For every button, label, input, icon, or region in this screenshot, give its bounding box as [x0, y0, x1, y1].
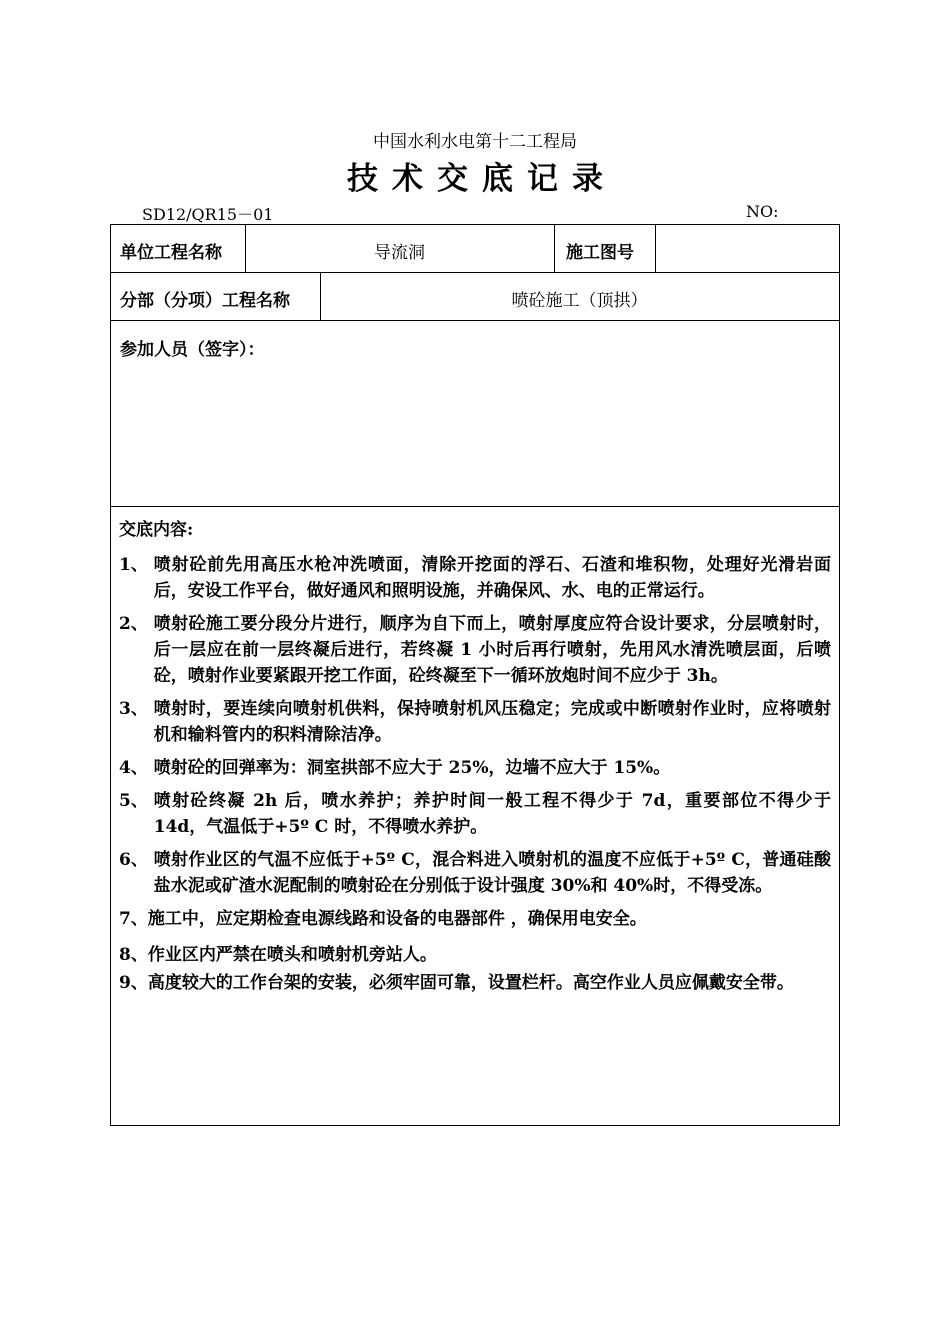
item-number: 2、 — [119, 614, 154, 634]
document-title: 技术交底记录 — [347, 161, 617, 197]
briefing-content — [119, 517, 831, 996]
list-item — [119, 552, 831, 604]
drawing-number-label: 施工图号 — [566, 243, 634, 263]
list-item — [119, 970, 831, 996]
item-text: 喷射砼终凝 2h 后，喷水养护；养护时间一般工程不得少于 7d，重要部位不得少于 14d，气温低于+5º C 时，不得喷水养护。 — [153, 791, 831, 837]
item-text: 喷射砼前先用高压水枪冲洗喷面，清除开挖面的浮石、石渣和堆积物，处理好光滑岩面后，安设工作平台，做好通风和照明设施，并确保风、水、电的正常运行。 — [153, 555, 831, 601]
unit-project-label: 单位工程名称 — [120, 243, 222, 263]
item-text: 喷射砼施工要分段分片进行，顺序为自下而上，喷射厚度应符合设计要求，分层喷射时，后一层应在前一层终凝后进行，若终凝 1 小时后再行喷射，先用风水清洗喷层面，后喷砼，喷射作业要紧跟开挖工作面，砼终凝至下一循环放炮时间不应少于 3h。 — [153, 614, 831, 686]
list-item — [119, 847, 831, 899]
item-number: 5、 — [119, 791, 154, 811]
row-divider — [111, 320, 839, 321]
row-divider — [111, 272, 839, 273]
item-number: 9、 — [119, 973, 148, 993]
list-item — [119, 788, 831, 840]
column-divider — [655, 225, 656, 272]
item-text: 施工中，应定期检查电源线路和设备的电器部件 ，确保用电安全。 — [147, 909, 647, 929]
item-number: 3、 — [119, 699, 154, 719]
list-item — [119, 755, 831, 781]
item-number: 4、 — [119, 758, 154, 778]
form-number-label: NO: — [746, 202, 779, 221]
item-text: 喷射作业区的气温不应低于+5º C，混合料进入喷射机的温度不应低于+5º C，普通硅酸盐水泥或矿渣水泥配制的喷射砼在分别低于设计强度 30%和 40%时，不得受冻。 — [153, 850, 831, 896]
item-number: 7、 — [119, 909, 148, 929]
content-heading: 交底内容: — [119, 520, 194, 540]
organization-name: 中国水利水电第十二工程局 — [373, 132, 577, 152]
list-item — [119, 611, 831, 689]
record-form — [110, 224, 840, 1126]
list-item — [119, 696, 831, 748]
sub-project-label: 分部（分项）工程名称 — [120, 291, 290, 311]
item-text: 高度较大的工作台架的安装，必须牢固可靠，设置栏杆。高空作业人员应佩戴安全带。 — [147, 973, 794, 993]
item-number: 1、 — [119, 555, 154, 575]
item-number: 6、 — [119, 850, 154, 870]
item-text: 喷射时，要连续向喷射机供料，保持喷射机风压稳定；完成或中断喷射作业时，应将喷射机和输料管内的积料清除洁净。 — [153, 699, 831, 745]
list-item — [119, 942, 831, 968]
column-divider — [554, 225, 555, 272]
row-divider — [111, 506, 839, 507]
list-item — [119, 906, 831, 932]
form-code: SD12/QR15－01 — [142, 205, 274, 224]
item-number: 8、 — [119, 945, 148, 965]
sub-project-value: 喷砼施工（顶拱） — [511, 291, 648, 311]
participants-label: 参加人员（签字）： — [120, 340, 265, 360]
item-text: 喷射砼的回弹率为：洞室拱部不应大于 25%，边墙不应大于 15%。 — [153, 758, 671, 778]
unit-project-value: 导流洞 — [374, 243, 425, 263]
item-text: 作业区内严禁在喷头和喷射机旁站人。 — [147, 945, 437, 965]
